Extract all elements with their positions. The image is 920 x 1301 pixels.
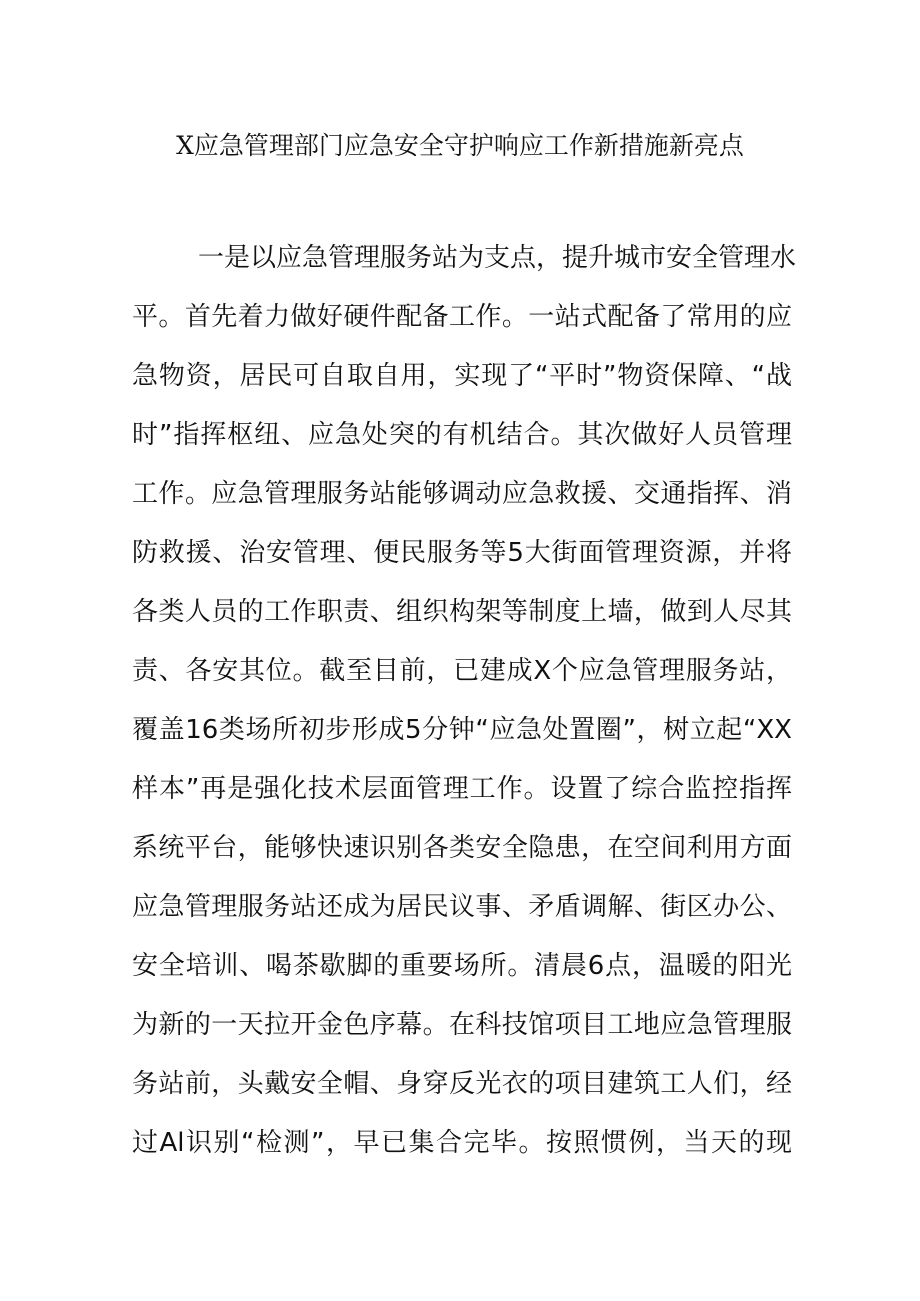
paragraph-line: 工作。应急管理服务站能够调动应急救援、交通指挥、消: [132, 479, 792, 509]
paragraph-line: 系统平台，能够快速识别各类安全隐患，在空间利用方面: [132, 833, 792, 863]
paragraph-line: 样本”再是强化技术层面管理工作。设置了综合监控指挥: [132, 774, 792, 804]
paragraph-line: 应急管理服务站还成为居民议事、矛盾调解、街区办公、: [132, 892, 792, 922]
paragraph-line: 一是以应急管理服务站为支点，提升城市安全管理水: [198, 243, 797, 273]
paragraph-line: 覆盖16类场所初步形成5分钟“应急处置圈”，树立起“XX: [132, 715, 792, 745]
paragraph-line: 急物资，居民可自取自用，实现了“平时”物资保障、“战: [132, 361, 792, 391]
document-title: X应急管理部门应急安全守护响应工作新措施新亮点: [176, 131, 744, 160]
paragraph-line: 务站前，头戴安全帽、身穿反光衣的项目建筑工人们，经: [132, 1069, 792, 1099]
paragraph-line: 责、各安其位。截至目前，已建成X个应急管理服务站，: [132, 656, 792, 686]
paragraph-line: 防救援、治安管理、便民服务等5大街面管理资源，并将: [132, 538, 792, 568]
paragraph-line: 各类人员的工作职责、组织构架等制度上墙，做到人尽其: [132, 597, 792, 627]
paragraph-line: 过Al识别“检测”，早已集合完毕。按照惯例，当天的现: [132, 1128, 792, 1158]
paragraph-line: 安全培训、喝茶歇脚的重要场所。清晨6点，温暖的阳光: [132, 951, 792, 981]
paragraph-line: 时”指挥枢纽、应急处突的有机结合。其次做好人员管理: [132, 420, 792, 450]
paragraph-line: 平。首先着力做好硬件配备工作。一站式配备了常用的应: [132, 302, 792, 332]
paragraph-line: 为新的一天拉开金色序幕。在科技馆项目工地应急管理服: [132, 1010, 792, 1040]
